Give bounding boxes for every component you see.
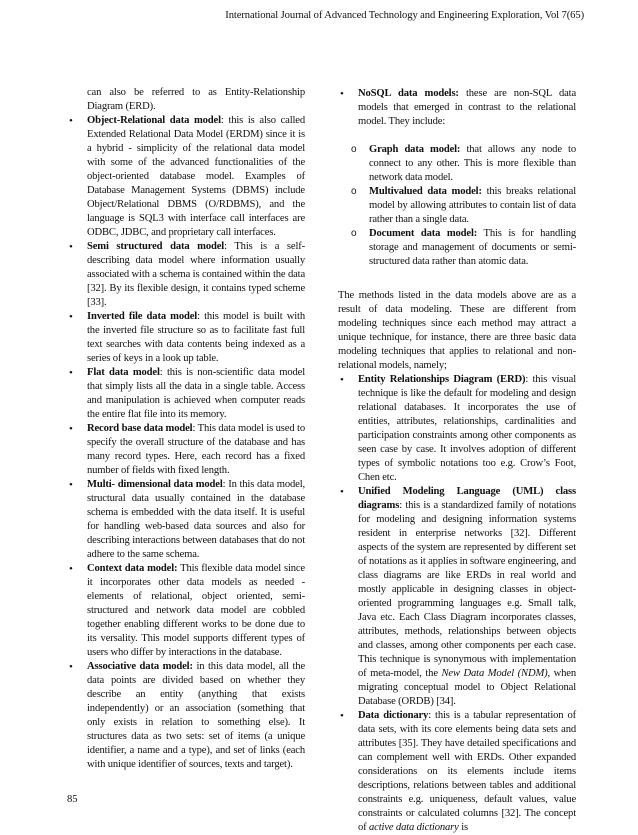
item-text: this model is built with the inverted file structure so as to facilitate fast full text searches with data contents being indexed as a series of keys in a look up table.: [87, 311, 305, 364]
list-item: [67, 660, 305, 772]
right-column: [338, 87, 576, 835]
list-item: [67, 562, 305, 660]
item-text: : this visual technique is like the default for modeling and design relational databases. It incorporates the use of entities, attributes, relationships, cardinalities and participation constraints among other components as seen case by case. It involves adoption of different types of symbolic notations too e.g. Crow’s Foot, Chen etc.: [358, 374, 576, 483]
sub-list-item: [338, 185, 576, 227]
list-item: [338, 373, 576, 485]
list-item: • Unified Modeling Language (UML) class diagrams: this is a standardized family of notations for modeling and designing information systems resident in enterprise networks [32]. Different aspects of the system are represented by different set of notations as it applies in software engineering, and class diagrams are like ERDs in real world and mostly applicable in designing classes in object-oriented programming languages e.g. Small talk, Java etc. Each Class Diagram incorporates classes, attributes, methods, relationships between objects and classes, among other components per each case. This technique is synonymous with implementation of meta-model, the New Data Model (NDM), when migrating conceptual model to Object Relational Database (ORDB) [34].: [338, 485, 576, 709]
item-text: In this data model, structural data usually contained in the database schema is embedded with the data itself. It is useful for handling web-based data sources and also for describing interactions between databases that do not adhere to the same schema.: [87, 479, 305, 560]
left-column: [67, 86, 305, 772]
list-item: • Multi- dimensional data model: In this data model, structural data usually contained in the database schema is embedded with the data itself. It is useful for handling web-based data sources and also for describing interactions between databases that do not adhere to the same schema.: [67, 478, 305, 562]
item-text: these are non-SQL data models that emerged in contrast to the relational model. They include:: [358, 88, 576, 127]
list-item: • Semi structured data model: This is a self-describing data model where information usually associated with a schema is contained within the data [32]. By its flexible design, it contains typed scheme [33].: [67, 240, 305, 310]
list-item: • Data dictionary: this is a tabular representation of data sets, with its core elements being data sets and attributes [35]. They have detailed specifications and can complement well with ERDs. Other expanded considerations on its elements include items descriptions, relations between tables and additional constraints e.g. uniqueness, default values, value constraints or calculated columns [32]. The concept of active data dictionary is: [338, 709, 576, 835]
continuation-text: can also be referred to as Entity-Relationship Diagram (ERD).: [87, 87, 305, 112]
italic-term: active data dictionary: [369, 822, 459, 833]
item-term: Entity Relationships Diagram (ERD): [358, 374, 526, 385]
item-text: this is non-scientific data model that simply lists all the data in a single table. Access and manipulation is achieved when computer reads the entire flat file into its memory.: [87, 367, 305, 420]
item-term: Inverted file data model: [87, 311, 198, 322]
item-term: Record base data model: [87, 423, 193, 434]
body-paragraph: The methods listed in the data models above are as a result of data modeling. These are different from modeling techniques since each method may attract a unique technique, for instance, there are three basic data modeling techniques that applies to relational and non-relational models, namely;: [338, 290, 576, 371]
item-term: Object-Relational data model: [87, 115, 221, 126]
nosql-sublist: [338, 143, 576, 269]
list-item: • Record base data model: This data model is used to specify the overall structure of the database and has many record types. Here, each record has a fixed number of fields with fixed length.: [67, 422, 305, 478]
list-item: • Inverted file data model: this model is built with the inverted file structure so as to facilitate fast full text searches with data contents being indexed as a series of keys in a look up table.: [67, 310, 305, 366]
journal-header: International Journal of Advanced Technology and Engineering Exploration, Vol 7(65): [225, 10, 584, 21]
item-text: This is for handling storage and management of documents or semi-structured data rather than atomic data.: [369, 228, 577, 267]
item-term: Data dictionary: [358, 710, 429, 721]
list-item: • Object-Relational data model: this is also called Extended Relational Data Model (ERDM) since it is a hybrid - simplicity of the relational data model with some of the advanced functionalities of the object-oriented database model. Examples of Database Management Systems (DBMS) include Object/Relational DBMS (O/RDBMS), and the language is SQL3 with interface call interfaces are ODBC, JDBC, and proprietary call interfaces.: [67, 114, 305, 240]
item-text: This flexible data model since it incorporates other data models as needed - elements of relational, object oriented, semi-structured and network data model are cobbled together enabling different works to be done due to its versality. This model supports different types of users who differ by interactions in the database.: [87, 563, 305, 658]
item-text: This data model is used to specify the overall structure of the database and has many record types. Here, each record has a fixed number of fields with fixed length.: [87, 423, 305, 476]
item-text: this breaks relational model by allowing attributes to contain list of data rather than a single data.: [369, 186, 576, 225]
item-text: This is a self-describing data model where information usually associated with a schema is contained within the data [32]. By its flexible design, it contains typed scheme [33].: [87, 241, 305, 308]
italic-term: New Data Model (NDM): [441, 668, 548, 679]
item-term: Context data model:: [87, 563, 178, 574]
item-text: this is also called Extended Relational Data Model (ERDM) since it is a hybrid - simplicity of the relational data model with some of the advanced functionalities of the object-oriented database model. Examples of Database Management Systems (DBMS) include Object/Relational DBMS (O/RDBMS), and the language is SQL3 with interface call interfaces are ODBC, JDBC, and proprietary call interfaces.: [87, 115, 306, 238]
technique-list: [338, 373, 576, 835]
item-term: Flat data model: [87, 367, 160, 378]
sub-list-item: [338, 227, 576, 269]
nosql-list: [338, 87, 576, 129]
list-item: [338, 87, 576, 129]
item-text: that allows any node to connect to any other. This is more flexible than network data model.: [369, 144, 576, 183]
item-text: : this is a tabular representation of data sets, with its core elements being data sets and attributes [35]. They have detailed specifications and can complement well with ERDs. Other expanded considerations on its elements include items descriptions, relations between tables and additional constraints e.g. uniqueness, default values, value constraints or calculated columns [32]. The concept of: [358, 710, 576, 833]
item-term: Unified Modeling Language (UML) class diagrams: [358, 486, 576, 511]
data-model-list: [67, 114, 305, 772]
item-term: Document data model:: [369, 228, 478, 239]
item-term: Semi structured data model: [87, 241, 225, 252]
item-term: NoSQL data models:: [358, 88, 459, 99]
page-number: 85: [67, 794, 78, 805]
sub-list-item: [338, 143, 576, 185]
item-text: in this data model, all the data points are divided based on whether they describe an entity (anything that exists independently) or an association (something that only exists in relation to something else). It structures data as two sets: set of items (a unique identifier, a name and a type), and set of links (each with unique identifier of sources, texts and target).: [87, 661, 306, 770]
item-term: Graph data model:: [369, 144, 461, 155]
item-term: Associative data model:: [87, 661, 193, 672]
list-item: • Flat data model: this is non-scientific data model that simply lists all the data in a single table. Access and manipulation is achieved when computer reads the entire flat file into its memory.: [67, 366, 305, 422]
item-term: Multi- dimensional data model: [87, 479, 223, 490]
item-term: Multivalued data model:: [369, 186, 482, 197]
item-text: : this is a standardized family of notations for modeling and designing information systems resident in enterprise networks [32]. Different aspects of the system are represented by different set of notations as it applies in software engineering, and class diagrams are like ERDs in real world and mostly applicable in designing classes in object-oriented programming languages e.g. Small talk, Java etc. Each Class Diagram incorporates classes, attributes, methods, relationships between objects and classes, among other components per each case. This technique is synonymous with implementation of meta-model, the: [358, 500, 576, 679]
